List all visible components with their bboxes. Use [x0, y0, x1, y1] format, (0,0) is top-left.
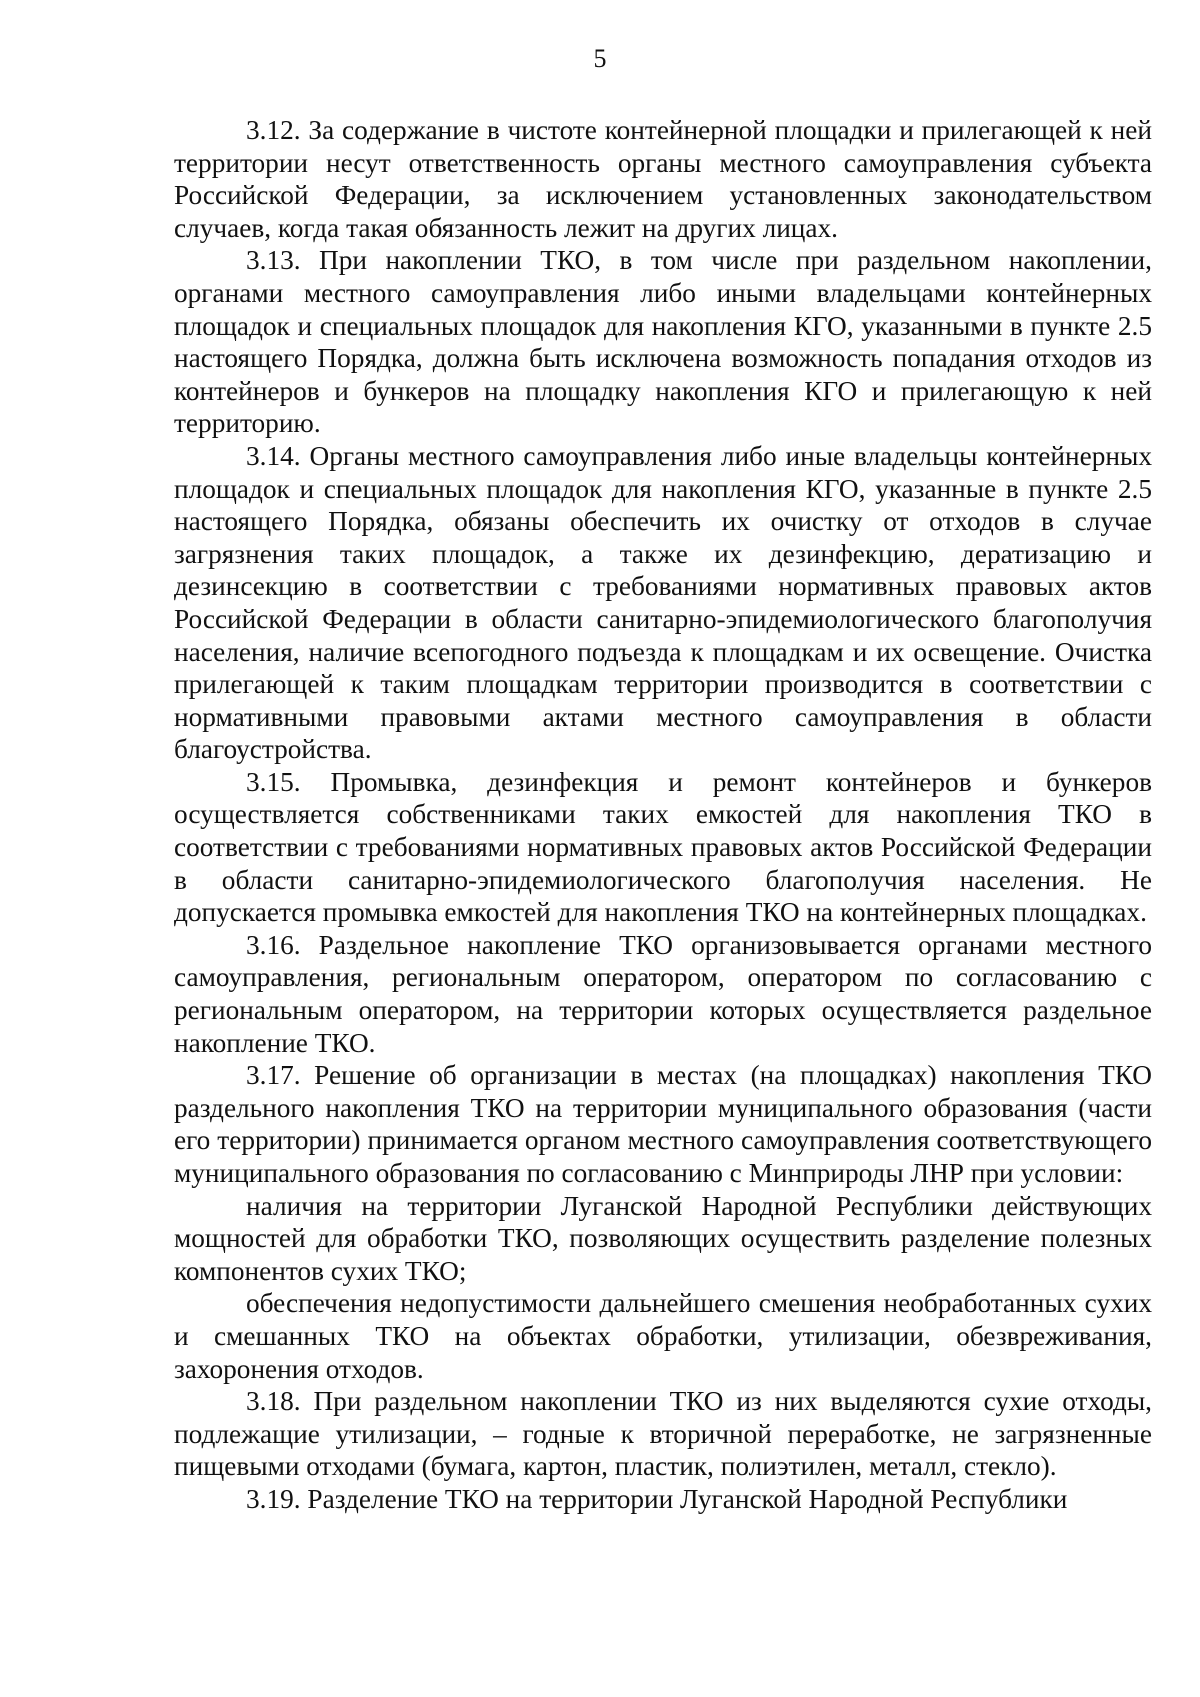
- paragraph-3-12: 3.12. За содержание в чистоте контейнерной площадки и прилегающей к ней территории несут ответственность органы местного самоуправления субъекта Российской Федерации, за исключением установленных законодательством случаев, когда такая обязанность лежит на других лицах.: [174, 115, 1152, 243]
- paragraph-3-15: 3.15. Промывка, дезинфекция и ремонт контейнеров и бункеров осуществляется собственниками таких емкостей для накопления ТКО в соответствии с требованиями нормативных правовых актов Российской Федерации в области санитарно-эпидемиологического благополучия населения. Не допускается промывка емкостей для накопления ТКО на контейнерных площадках.: [174, 766, 1152, 928]
- paragraph-3-17-condition-2: обеспечения недопустимости дальнейшего смешения необработанных сухих и смешанных ТКО на объектах обработки, утилизации, обезвреживания, захоронения отходов.: [174, 1288, 1152, 1384]
- paragraph-3-19: 3.19. Разделение ТКО на территории Луганской Народной Республики: [246, 1483, 1068, 1514]
- document-body: [174, 114, 1152, 1516]
- page-number: 5: [593, 44, 607, 73]
- paragraph-3-16: 3.16. Раздельное накопление ТКО организовывается органами местного самоуправления, региональным оператором, оператором по согласованию с региональным оператором, на территории которых осуществляется раздельное накопление ТКО.: [174, 929, 1152, 1058]
- paragraph-3-17: 3.17. Решение об организации в местах (на площадках) накопления ТКО раздельного накопления ТКО на территории муниципального образования (части его территории) принимается органом местного самоуправления соответствующего муниципального образования по согласованию с Минприроды ЛНР при условии:: [174, 1060, 1152, 1188]
- paragraph-3-17-condition-1: наличия на территории Луганской Народной Республики действующих мощностей для обработки ТКО, позволяющих осуществить разделение полезных компонентов сухих ТКО;: [174, 1190, 1152, 1286]
- paragraph-3-14: 3.14. Органы местного самоуправления либо иные владельцы контейнерных площадок и специальных площадок для накопления КГО, указанные в пункте 2.5 настоящего Порядка, обязаны обеспечить их очистку от отходов в случае загрязнения таких площадок, а также их дезинфекцию, дератизацию и дезинсекцию в соответствии с требованиями нормативных правовых актов Российской Федерации в области санитарно-эпидемиологического благополучия населения, наличие всепогодного подъезда к площадкам и их освещение. Очистка прилегающей к таким площадкам территории производится в соответствии с нормативными правовыми актами местного самоуправления в области благоустройства.: [174, 440, 1152, 765]
- paragraph-3-13: 3.13. При накоплении ТКО, в том числе при раздельном накоплении, органами местного самоуправления либо иными владельцами контейнерных площадок и специальных площадок для накопления КГО, указанными в пункте 2.5 настоящего Порядка, должна быть исключена возможность попадания отходов из контейнеров и бункеров на площадку накопления КГО и прилегающую к ней территорию.: [174, 245, 1152, 439]
- paragraph-3-18: 3.18. При раздельном накоплении ТКО из них выделяются сухие отходы, подлежащие утилизации, – годные к вторичной переработке, не загрязненные пищевыми отходами (бумага, картон, пластик, полиэтилен, металл, стекло).: [174, 1386, 1152, 1482]
